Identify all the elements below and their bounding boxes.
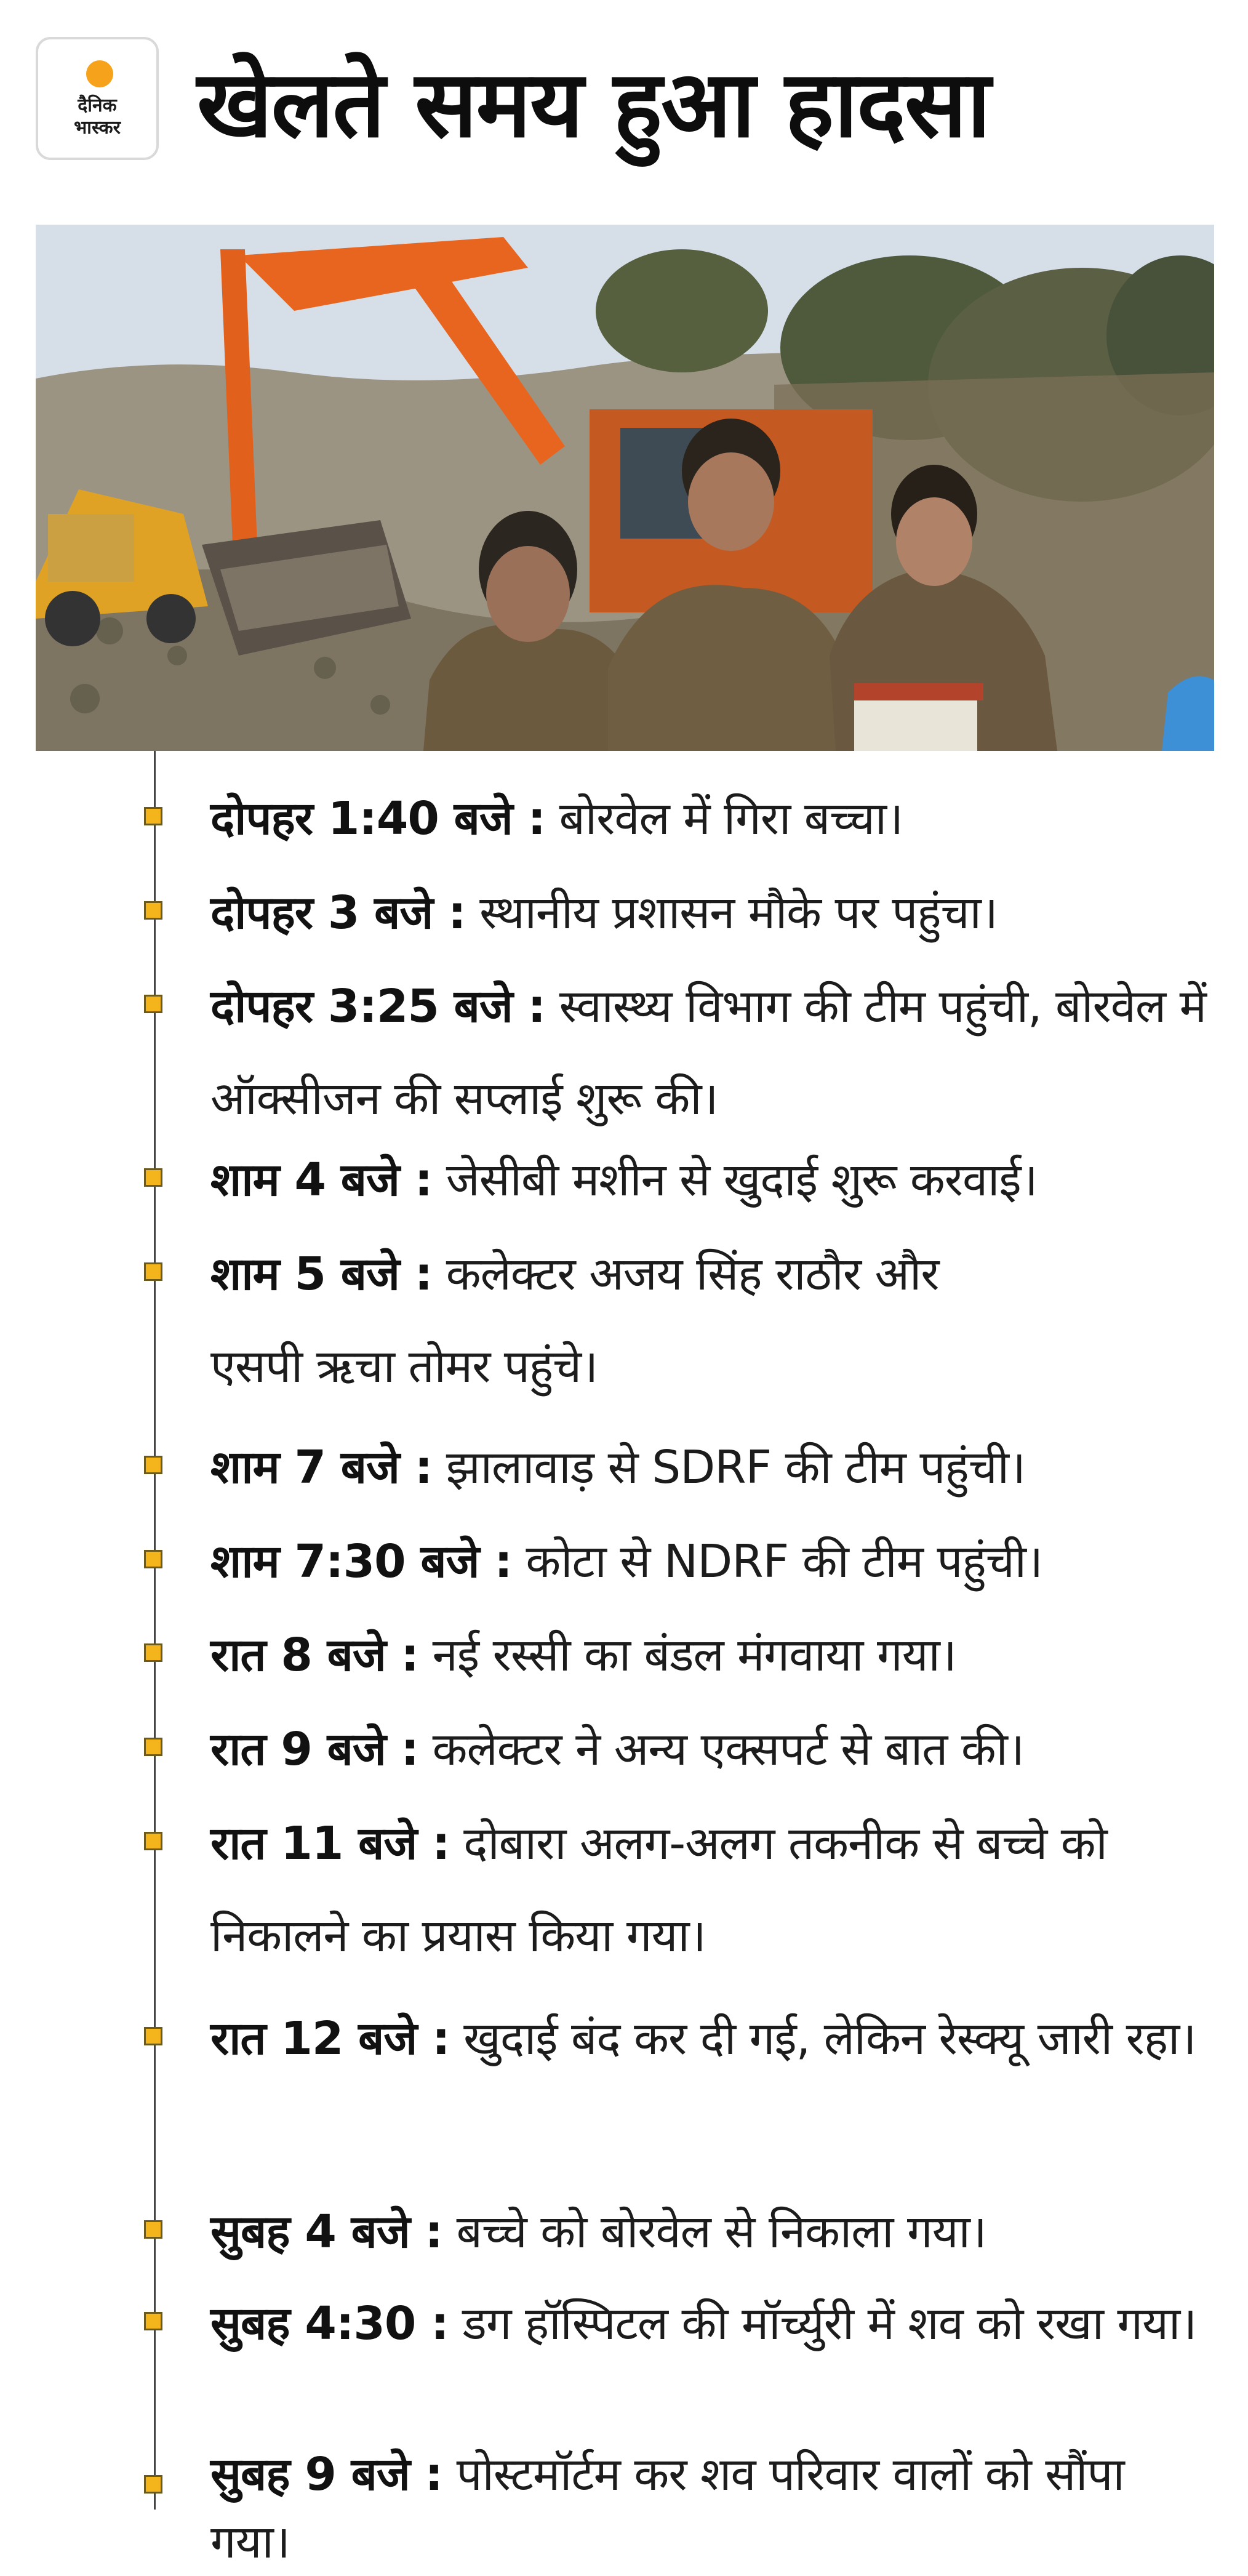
dainik-bhaskar-logo <box>36 37 159 160</box>
timeline-entry <box>210 1703 1207 1796</box>
timeline-marker <box>144 1832 162 1850</box>
timeline-marker <box>144 901 162 920</box>
timeline-entry <box>210 1228 967 1413</box>
timeline-entry <box>210 2441 1207 2576</box>
timeline-time: दोपहर 1:40 बजे : <box>210 792 546 845</box>
timeline-entry <box>210 2277 1207 2370</box>
timeline-description: खुदाई बंद कर दी गई, लेकिन रेस्क्यू जारी रहा। <box>449 2012 1196 2065</box>
timeline-marker <box>144 2220 162 2239</box>
timeline-description: कलेक्टर अजय सिंह राठौर और एसपी ऋचा तोमर पहुंचे। <box>210 1248 939 1393</box>
timeline-description: कलेक्टर ने अन्य एक्सपर्ट से बात की। <box>418 1723 1024 1776</box>
timeline-line <box>154 751 156 2510</box>
timeline-entry <box>210 867 1207 959</box>
timeline-time: रात 12 बजे : <box>210 2012 450 2065</box>
timeline-description: जेसीबी मशीन से खुदाई शुरू करवाई। <box>432 1154 1038 1206</box>
timeline-time: सुबह 4:30 : <box>210 2297 449 2350</box>
timeline-marker <box>144 2475 162 2494</box>
timeline-time: रात 11 बजे : <box>210 1817 450 1870</box>
timeline-description: स्वास्थ्य विभाग की टीम पहुंची, बोरवेल में ऑक्सीजन की सप्लाई शुरू की। <box>210 980 1206 1125</box>
timeline-marker <box>144 2312 162 2330</box>
page-title: खेलते समय हुआ हादसा <box>197 51 990 158</box>
timeline-description: झालावाड़ से SDRF की टीम पहुंची। <box>432 1441 1025 1494</box>
timeline-marker <box>144 1550 162 1568</box>
rescue-site-photo <box>36 225 1214 751</box>
header <box>0 0 1248 203</box>
timeline-entry <box>210 1992 1207 2085</box>
timeline-time: सुबह 4 बजे : <box>210 2205 443 2258</box>
timeline-time: शाम 7 बजे : <box>210 1441 433 1494</box>
timeline-marker <box>144 2027 162 2045</box>
timeline-description: नई रस्सी का बंडल मंगवाया गया। <box>418 1629 956 1682</box>
timeline-entry <box>210 1134 1207 1226</box>
timeline-time: रात 8 बजे : <box>210 1629 419 1682</box>
timeline-marker <box>144 1262 162 1281</box>
timeline-description: डग हॉस्पिटल की मॉर्च्युरी में शव को रखा गया। <box>448 2297 1197 2350</box>
timeline-time: सुबह 9 बजे : <box>210 2448 443 2501</box>
timeline-time: शाम 4 बजे : <box>210 1154 433 1206</box>
timeline-time: दोपहर 3 बजे : <box>210 886 466 939</box>
timeline-time: शाम 5 बजे : <box>210 1248 433 1301</box>
timeline-marker <box>144 995 162 1013</box>
timeline-description: दोबारा अलग-अलग तकनीक से बच्चे को निकालने का प्रयास किया गया। <box>210 1817 1107 1962</box>
timeline-description: बच्चे को बोरवेल से निकाला गया। <box>442 2205 986 2258</box>
timeline-marker <box>144 1168 162 1187</box>
timeline-time: शाम 7:30 बजे : <box>210 1535 512 1588</box>
timeline-entry <box>210 1515 1207 1608</box>
timeline-description: बोरवेल में गिरा बच्चा। <box>545 792 903 845</box>
timeline-marker <box>144 807 162 825</box>
timeline <box>0 751 1248 2569</box>
timeline-entry <box>210 772 1207 865</box>
timeline-entry <box>210 1421 1207 1514</box>
timeline-marker <box>144 1738 162 1756</box>
timeline-entry <box>210 1797 1207 1982</box>
logo-text-line1: दैनिक <box>78 95 117 116</box>
timeline-description: स्थानीय प्रशासन मौके पर पहुंचा। <box>465 886 998 939</box>
timeline-marker <box>144 1643 162 1662</box>
timeline-entry <box>210 1609 1207 1701</box>
timeline-time: दोपहर 3:25 बजे : <box>210 980 546 1033</box>
timeline-entry <box>210 960 1207 1145</box>
sun-icon <box>86 60 113 87</box>
timeline-time: रात 9 बजे : <box>210 1723 419 1776</box>
logo-text-line2: भास्कर <box>74 117 121 138</box>
timeline-description: पोस्टमॉर्टम कर शव परिवार वालों को सौंपा गया। <box>210 2448 1124 2569</box>
timeline-entry <box>210 2186 1207 2278</box>
timeline-marker <box>144 1456 162 1474</box>
timeline-description: कोटा से NDRF की टीम पहुंची। <box>511 1535 1043 1588</box>
